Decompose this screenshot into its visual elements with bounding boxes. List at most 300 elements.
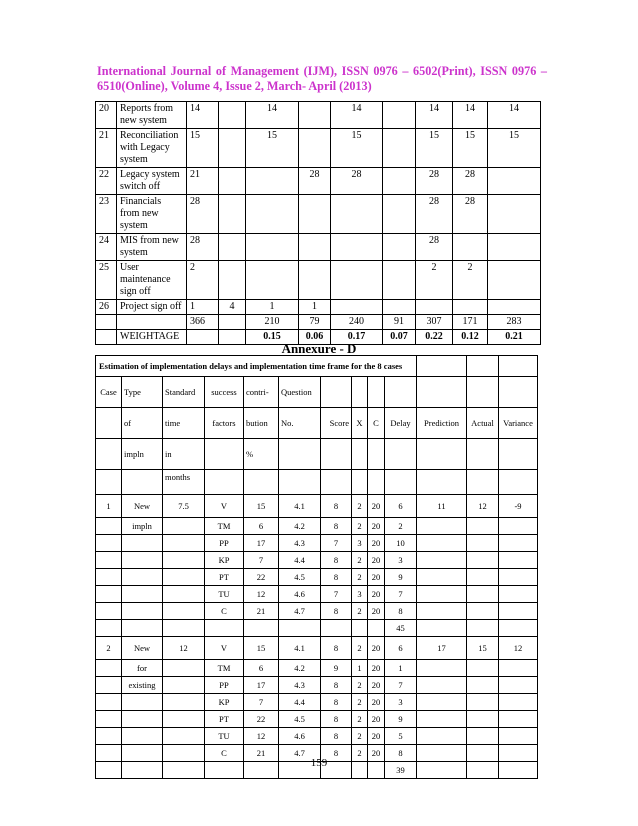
table-cell — [163, 728, 205, 745]
table-cell: 3 — [352, 535, 368, 552]
table-cell: -9 — [499, 495, 538, 518]
table-cell: 39 — [385, 762, 417, 779]
table-cell — [467, 620, 499, 637]
table-row — [96, 300, 541, 315]
table-cell: 2 — [352, 569, 368, 586]
header-row — [96, 470, 538, 495]
table-cell: New — [122, 495, 163, 518]
header-cell — [122, 470, 163, 495]
header-cell: in — [163, 439, 205, 470]
table-cell: 8 — [321, 495, 352, 518]
header-cell — [499, 470, 538, 495]
table-cell: PT — [205, 711, 244, 728]
table-cell: 9 — [385, 569, 417, 586]
table-cell: 8 — [321, 728, 352, 745]
table-row — [96, 495, 538, 518]
table-cell — [417, 518, 467, 535]
header-cell: C — [368, 408, 385, 439]
table-cell — [219, 102, 246, 129]
table-cell — [499, 620, 538, 637]
journal-header: International Journal of Management (IJM), ISSN 0976 – 6502(Print), ISSN 0976 – 6510(Online), Volume 4, Issue 2, March- April (2013) — [97, 64, 547, 93]
implementation-schedule-table — [95, 101, 541, 345]
table-cell: 20 — [368, 728, 385, 745]
table-cell: C — [205, 603, 244, 620]
table-cell — [383, 300, 416, 315]
table-cell: 2 — [96, 637, 122, 660]
table-cell: 20 — [368, 586, 385, 603]
table-cell: 12 — [163, 637, 205, 660]
table-cell: 2 — [416, 261, 453, 300]
table-cell: 4.4 — [279, 694, 321, 711]
table-row — [96, 677, 538, 694]
table-cell: 14 — [453, 102, 488, 129]
table-cell: for — [122, 660, 163, 677]
table-row — [96, 552, 538, 569]
table-cell: PT — [205, 569, 244, 586]
table-cell — [383, 195, 416, 234]
table-cell — [453, 300, 488, 315]
table-cell: 8 — [321, 518, 352, 535]
table-cell — [122, 711, 163, 728]
table-cell: 15 — [467, 637, 499, 660]
table-cell: PP — [205, 535, 244, 552]
table-cell: 28 — [187, 234, 219, 261]
table-cell: 2 — [352, 677, 368, 694]
header-cell: of — [122, 408, 163, 439]
header-row — [96, 439, 538, 470]
table-cell: 7 — [321, 535, 352, 552]
table-cell — [368, 620, 385, 637]
table-cell: 15 — [244, 495, 279, 518]
table-cell: 3 — [385, 552, 417, 569]
table-cell — [122, 694, 163, 711]
header-row — [96, 377, 538, 408]
table-cell — [163, 711, 205, 728]
header-cell — [96, 470, 122, 495]
table-cell: 4.6 — [279, 586, 321, 603]
header-cell: bution — [244, 408, 279, 439]
table-cell — [467, 660, 499, 677]
table-cell: 17 — [244, 677, 279, 694]
header-cell — [321, 377, 352, 408]
table-cell: 0.15 — [246, 330, 299, 345]
table-cell: 8 — [321, 694, 352, 711]
table-cell — [96, 728, 122, 745]
table-cell — [96, 315, 117, 330]
table-cell: 28 — [416, 168, 453, 195]
table-cell — [499, 660, 538, 677]
header-cell — [205, 470, 244, 495]
table-cell: 14 — [416, 102, 453, 129]
table-cell: 12 — [499, 637, 538, 660]
table-cell: V — [205, 495, 244, 518]
table-cell — [96, 569, 122, 586]
header-cell — [467, 377, 499, 408]
table-cell — [467, 569, 499, 586]
table-cell — [383, 129, 416, 168]
table-cell: 0.17 — [331, 330, 383, 345]
table-cell — [117, 315, 187, 330]
table-cell: 2 — [352, 603, 368, 620]
table-row — [96, 195, 541, 234]
header-cell — [352, 470, 368, 495]
table-cell: 8 — [321, 677, 352, 694]
table-cell: 2 — [352, 745, 368, 762]
table-cell: 0.22 — [416, 330, 453, 345]
table-cell: impln — [122, 518, 163, 535]
table-cell — [467, 603, 499, 620]
header-cell: No. — [279, 408, 321, 439]
table-cell: 283 — [488, 315, 541, 330]
table-cell: 20 — [368, 495, 385, 518]
table-cell — [246, 234, 299, 261]
table-cell: 91 — [383, 315, 416, 330]
table-cell: 4.5 — [279, 711, 321, 728]
header-cell — [205, 439, 244, 470]
table-cell: 1 — [385, 660, 417, 677]
table-cell — [122, 728, 163, 745]
header-cell: Actual — [467, 408, 499, 439]
table-cell: Financials from new system — [117, 195, 187, 234]
page-number: 159 — [310, 757, 328, 769]
table-cell: 15 — [246, 129, 299, 168]
table-cell — [467, 552, 499, 569]
header-cell — [368, 377, 385, 408]
table-cell — [417, 569, 467, 586]
table-cell — [383, 261, 416, 300]
table-cell — [417, 660, 467, 677]
header-cell: % — [244, 439, 279, 470]
table-cell: 8 — [321, 711, 352, 728]
table-cell: 23 — [96, 195, 117, 234]
table-cell: PP — [205, 677, 244, 694]
table-cell — [163, 694, 205, 711]
table-cell — [96, 552, 122, 569]
table-cell: 0.07 — [383, 330, 416, 345]
table-cell: 21 — [187, 168, 219, 195]
header-cell — [321, 470, 352, 495]
table-cell: TU — [205, 586, 244, 603]
header-cell — [385, 439, 417, 470]
header-cell — [368, 439, 385, 470]
table-cell — [96, 518, 122, 535]
table-cell: 24 — [96, 234, 117, 261]
table-cell: 28 — [453, 168, 488, 195]
table-cell — [416, 300, 453, 315]
table-cell — [331, 234, 383, 261]
header-cell: Prediction — [417, 408, 467, 439]
table-cell: 28 — [331, 168, 383, 195]
table-cell: WEIGHTAGE — [117, 330, 187, 345]
table-cell — [163, 535, 205, 552]
table-cell — [163, 677, 205, 694]
table-row — [96, 315, 541, 330]
table-cell: 8 — [321, 745, 352, 762]
table-cell: 22 — [244, 711, 279, 728]
header-cell: months — [163, 470, 205, 495]
table-cell — [467, 535, 499, 552]
header-cell — [499, 439, 538, 470]
table-cell — [96, 603, 122, 620]
table-cell: 2 — [352, 711, 368, 728]
table-cell: 4.2 — [279, 518, 321, 535]
table-cell — [279, 620, 321, 637]
table-cell — [453, 234, 488, 261]
table-cell — [96, 535, 122, 552]
table-cell: 15 — [453, 129, 488, 168]
table-cell: 9 — [321, 660, 352, 677]
table-cell — [122, 552, 163, 569]
table-cell: 14 — [488, 102, 541, 129]
table-cell: 1 — [96, 495, 122, 518]
table-cell: 3 — [385, 694, 417, 711]
table-cell — [299, 234, 331, 261]
table-cell: 2 — [352, 495, 368, 518]
header-cell: Question — [279, 377, 321, 408]
table-cell: 1 — [246, 300, 299, 315]
header-cell: X — [352, 408, 368, 439]
table-cell — [219, 195, 246, 234]
table-cell — [96, 620, 122, 637]
table-row — [96, 261, 541, 300]
table-cell — [417, 620, 467, 637]
header-cell — [352, 439, 368, 470]
table-cell — [219, 315, 246, 330]
table-cell: 20 — [368, 745, 385, 762]
table-cell — [467, 677, 499, 694]
table-cell — [331, 300, 383, 315]
table-cell — [299, 195, 331, 234]
table-cell — [244, 620, 279, 637]
table-cell: 1 — [299, 300, 331, 315]
table-cell — [352, 620, 368, 637]
table-cell — [163, 552, 205, 569]
table-row — [96, 728, 538, 745]
table-cell: 0.12 — [453, 330, 488, 345]
table-cell — [383, 102, 416, 129]
table-cell: 8 — [321, 552, 352, 569]
table-cell — [219, 234, 246, 261]
table-cell: TM — [205, 518, 244, 535]
table-cell — [96, 586, 122, 603]
table-cell: 4 — [219, 300, 246, 315]
table-row — [96, 234, 541, 261]
table-cell — [488, 300, 541, 315]
table-cell — [499, 535, 538, 552]
table-cell — [163, 620, 205, 637]
table-cell — [499, 603, 538, 620]
table-cell: 12 — [244, 586, 279, 603]
header-cell — [417, 470, 467, 495]
table-cell — [417, 711, 467, 728]
table-row — [96, 168, 541, 195]
table-cell: 8 — [321, 637, 352, 660]
table-cell: 20 — [368, 711, 385, 728]
table-cell: 7 — [321, 586, 352, 603]
table-cell: 4.3 — [279, 535, 321, 552]
table-cell — [96, 694, 122, 711]
table-cell: 6 — [385, 495, 417, 518]
table-row — [96, 129, 541, 168]
table-cell: 6 — [244, 518, 279, 535]
header-cell — [368, 470, 385, 495]
table-row — [96, 102, 541, 129]
table-cell — [246, 195, 299, 234]
table-cell: 25 — [96, 261, 117, 300]
header-cell — [279, 439, 321, 470]
table-cell: TM — [205, 660, 244, 677]
table-cell: 8 — [385, 745, 417, 762]
table-cell — [417, 552, 467, 569]
table-cell — [246, 168, 299, 195]
table-cell: 4.7 — [279, 745, 321, 762]
table-cell — [299, 129, 331, 168]
table-cell: 14 — [187, 102, 219, 129]
table-cell — [417, 694, 467, 711]
table-cell — [96, 660, 122, 677]
table-cell — [163, 603, 205, 620]
table-cell: 4.2 — [279, 660, 321, 677]
table-cell: 21 — [244, 603, 279, 620]
header-cell — [467, 439, 499, 470]
table-cell: 20 — [368, 637, 385, 660]
delay-estimation-table — [95, 355, 538, 779]
table-cell: 22 — [96, 168, 117, 195]
table-cell: 45 — [385, 620, 417, 637]
header-cell: time — [163, 408, 205, 439]
table-cell: 4.5 — [279, 569, 321, 586]
table-cell — [499, 518, 538, 535]
table-cell: 6 — [244, 660, 279, 677]
table-cell: New — [122, 637, 163, 660]
table-cell: 3 — [352, 586, 368, 603]
table-cell: 8 — [321, 569, 352, 586]
header-cell: factors — [205, 408, 244, 439]
table-cell — [488, 195, 541, 234]
table-cell — [499, 569, 538, 586]
table-cell: 4.3 — [279, 677, 321, 694]
table-cell: 14 — [246, 102, 299, 129]
table-cell: 240 — [331, 315, 383, 330]
table-cell: 20 — [368, 552, 385, 569]
table-cell: 11 — [417, 495, 467, 518]
table-cell — [122, 586, 163, 603]
table-cell: V — [205, 637, 244, 660]
table-cell — [417, 677, 467, 694]
table-row — [96, 660, 538, 677]
table-row — [96, 637, 538, 660]
header-cell — [385, 377, 417, 408]
header-cell: Type — [122, 377, 163, 408]
table-cell: 17 — [417, 637, 467, 660]
table-caption: Estimation of implementation delays and implementation time frame for the 8 cases — [96, 356, 417, 377]
table-cell: 17 — [244, 535, 279, 552]
table-cell: KP — [205, 552, 244, 569]
table-cell — [122, 603, 163, 620]
table-row — [96, 711, 538, 728]
header-cell — [499, 377, 538, 408]
table-cell: Project sign off — [117, 300, 187, 315]
table-cell — [205, 620, 244, 637]
table-cell — [499, 694, 538, 711]
table-cell: 2 — [352, 637, 368, 660]
header-cell: success — [205, 377, 244, 408]
table-cell: 28 — [299, 168, 331, 195]
table-cell — [488, 261, 541, 300]
table-cell: 2 — [187, 261, 219, 300]
table-cell: 2 — [352, 552, 368, 569]
table-cell: 20 — [368, 603, 385, 620]
header-cell — [321, 439, 352, 470]
table-cell: 7 — [385, 677, 417, 694]
table-cell: 20 — [368, 677, 385, 694]
table-cell — [467, 694, 499, 711]
table-cell — [163, 518, 205, 535]
table-cell — [299, 261, 331, 300]
header-cell — [279, 470, 321, 495]
table-cell: 21 — [96, 129, 117, 168]
table-cell: 7 — [385, 586, 417, 603]
table-cell: Legacy system switch off — [117, 168, 187, 195]
table-cell: 4.1 — [279, 495, 321, 518]
table-cell: 28 — [416, 195, 453, 234]
table-row — [96, 586, 538, 603]
table-cell — [383, 234, 416, 261]
table-cell: Reconciliation with Legacy system — [117, 129, 187, 168]
table-cell — [383, 168, 416, 195]
header-cell — [417, 439, 467, 470]
table-cell — [122, 569, 163, 586]
header-cell — [352, 377, 368, 408]
table-cell — [488, 168, 541, 195]
table-cell: existing — [122, 677, 163, 694]
header-cell — [417, 377, 467, 408]
table-cell: 0.06 — [299, 330, 331, 345]
table-cell — [499, 728, 538, 745]
table-cell — [163, 569, 205, 586]
header-row — [96, 408, 538, 439]
table-cell: 8 — [385, 603, 417, 620]
table-cell: 10 — [385, 535, 417, 552]
table-cell — [417, 535, 467, 552]
table-cell: 20 — [368, 569, 385, 586]
table-cell — [467, 586, 499, 603]
header-cell — [96, 439, 122, 470]
table-cell: 4.1 — [279, 637, 321, 660]
table-cell: 366 — [187, 315, 219, 330]
table-cell: User maintenance sign off — [117, 261, 187, 300]
table-cell: 28 — [416, 234, 453, 261]
header-cell — [96, 408, 122, 439]
table-cell — [219, 129, 246, 168]
table-cell — [467, 711, 499, 728]
table-cell: 4.6 — [279, 728, 321, 745]
table-cell — [331, 195, 383, 234]
table-cell: 21 — [244, 745, 279, 762]
table-cell — [417, 728, 467, 745]
table-cell — [417, 586, 467, 603]
table-cell: 20 — [368, 660, 385, 677]
table-cell: 2 — [352, 694, 368, 711]
table-cell — [499, 552, 538, 569]
table-cell: 1 — [352, 660, 368, 677]
table-row — [96, 603, 538, 620]
table-cell: 8 — [321, 603, 352, 620]
table-cell: 2 — [453, 261, 488, 300]
header-cell: contri- — [244, 377, 279, 408]
header-cell: impln — [122, 439, 163, 470]
table-cell — [467, 728, 499, 745]
